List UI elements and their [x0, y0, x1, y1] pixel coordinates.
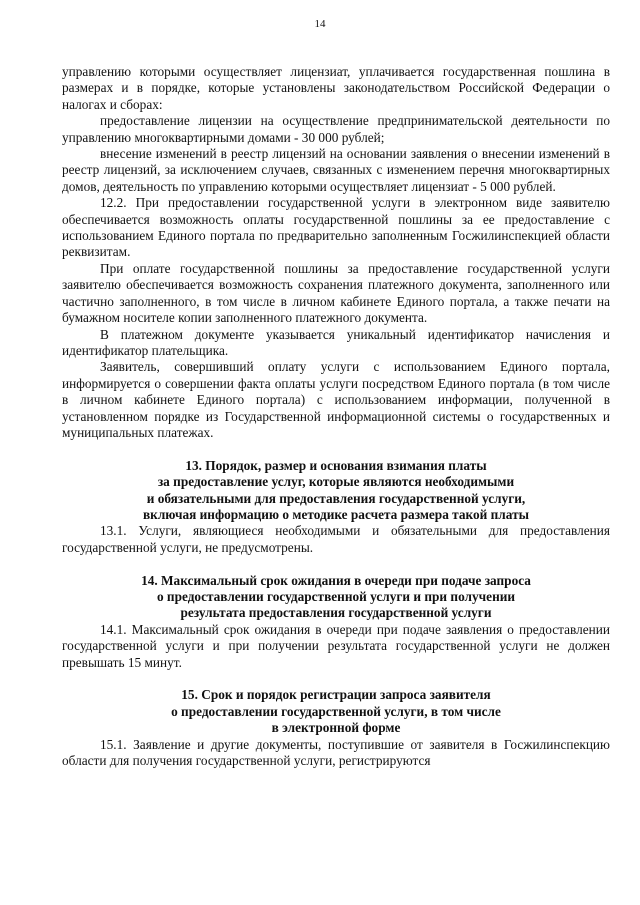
page-number: 14: [314, 18, 326, 30]
heading-line: в электронной форме: [271, 720, 401, 736]
paragraph: предоставление лицензии на осуществление предпринимательской деятельности по управлению многоквартирными домами - 30 000 рублей;: [62, 113, 610, 145]
heading-line: 13. Порядок, размер и основания взимания платы: [185, 457, 487, 473]
document-body: [62, 64, 610, 769]
heading-line: за предоставление услуг, которые являются необходимыми: [157, 474, 515, 490]
paragraph: 12.2. При предоставлении государственной услуги в электронном виде заявителю обеспечивается возможность оплаты государственной пошлины за ее предоставление с использованием Единого портала по предварительно заполненным Госжилинспекцией области реквизитам.: [62, 195, 610, 260]
paragraph: В платежном документе указывается уникальный идентификатор начисления и идентификатор плательщика.: [62, 326, 610, 358]
section-13-heading: [62, 458, 610, 524]
heading-line: о предоставлении государственной услуги, в том числе: [171, 703, 501, 719]
heading-line: о предоставлении государственной услуги и при получении: [156, 588, 516, 604]
paragraph: управлению которыми осуществляет лицензиат, уплачивается государственная пошлина в размерах и в порядке, которые установлены законодательством Российской Федерации о налогах и сборах:: [62, 64, 610, 112]
heading-line: 15. Срок и порядок регистрации запроса заявителя: [181, 687, 491, 703]
section-15-heading: [62, 687, 610, 736]
paragraph: При оплате государственной пошлины за предоставление государственной услуги заявителю обеспечивается возможность сохранения платежного документа, заполненного или частично заполненного, в том числе в личном кабинете Единого портала, а также печати на бумажном носителе копии заполненного платежного документа.: [62, 260, 610, 326]
section-14-text: 14.1. Максимальный срок ожидания в очереди при подаче заявления о предоставлении государственной услуги и при получении результата государственной услуги не должен превышать 15 минут.: [62, 621, 610, 670]
section-14-heading: [62, 573, 610, 622]
heading-line: 14. Максимальный срок ожидания в очереди при подаче запроса: [141, 572, 531, 588]
paragraph: Заявитель, совершивший оплату услуги с использованием Единого портала, информируется о совершении факта оплаты услуги посредством Единого портала (в том числе в личном кабинете Единого портала) с использованием информации, полученной в установленном порядке из Государственной информационной системы о государственных и муниципальных платежах.: [62, 359, 610, 440]
heading-line: и обязательными для предоставления государственной услуги,: [146, 490, 526, 506]
paragraph: внесение изменений в реестр лицензий на основании заявления о внесении изменений в реестр лицензий, за исключением случаев, связанных с изменением перечня многоквартирных домов, деятельность по управлению которыми осуществляет лицензиат - 5 000 рублей.: [62, 146, 610, 194]
section-13-text: 13.1. Услуги, являющиеся необходимыми и обязательными для предоставления государственной услуги, не предусмотрены.: [62, 523, 610, 555]
heading-line: результата предоставления государственной услуги: [180, 605, 492, 621]
section-15-text: 15.1. Заявление и другие документы, поступившие от заявителя в Госжилинспекцию области для получения государственной услуги, регистрируются: [62, 736, 610, 769]
heading-line: включая информацию о методике расчета размера такой платы: [143, 506, 529, 522]
